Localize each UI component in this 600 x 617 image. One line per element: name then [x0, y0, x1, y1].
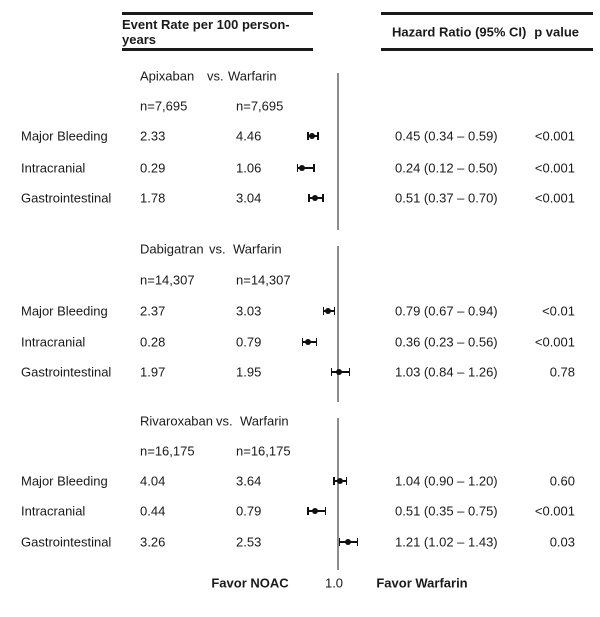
drug-sample-size: n=14,307	[140, 272, 195, 288]
outcome-row	[0, 125, 600, 147]
hr-ci-value: 1.04 (0.90 – 1.20)	[395, 473, 498, 489]
p-value-header: p value	[534, 24, 579, 39]
comparator-name: Warfarin	[240, 413, 289, 429]
hr-ci-value: 0.36 (0.23 – 0.56)	[395, 334, 498, 350]
drug-event-rate: 0.44	[140, 503, 166, 519]
outcome-row	[0, 300, 600, 322]
event-rate-header: Event Rate per 100 person-years	[122, 16, 290, 47]
event-rate-header-block	[122, 12, 313, 51]
drug-event-rate: 1.78	[140, 190, 166, 206]
p-value: <0.001	[534, 128, 575, 144]
comparator-sample-size: n=14,307	[236, 272, 291, 288]
outcome-row	[0, 531, 600, 553]
drug-event-rate: 0.28	[140, 334, 166, 350]
p-value: <0.001	[534, 503, 575, 519]
p-value: <0.01	[542, 303, 575, 319]
comparator-name: Warfarin	[233, 241, 282, 257]
outcome-label: Intracranial	[21, 160, 86, 176]
drug-sample-size: n=7,695	[140, 98, 188, 114]
hazard-ratio-header: Hazard Ratio (95% CI)	[392, 24, 527, 39]
hazard-ratio-header-block	[381, 12, 593, 51]
p-value: 0.03	[549, 534, 575, 550]
comparator-event-rate: 4.46	[236, 128, 262, 144]
drug-event-rate: 2.33	[140, 128, 166, 144]
drug-name: Apixaban	[140, 68, 195, 84]
drug-name: Dabigatran	[140, 241, 204, 257]
hr-ci-value: 1.21 (1.02 – 1.43)	[395, 534, 498, 550]
hr-ci-value: 0.45 (0.34 – 0.59)	[395, 128, 498, 144]
drug-header-row	[0, 410, 600, 432]
p-value: <0.001	[534, 160, 575, 176]
outcome-row	[0, 331, 600, 353]
outcome-label: Major Bleeding	[21, 303, 108, 319]
favor-warfarin-label: Favor Warfarin	[376, 575, 468, 591]
comparator-event-rate: 0.79	[236, 334, 262, 350]
comparator-event-rate: 3.03	[236, 303, 262, 319]
comparator-event-rate: 3.64	[236, 473, 262, 489]
hr-ci-value: 0.24 (0.12 – 0.50)	[395, 160, 498, 176]
outcome-label: Intracranial	[21, 334, 86, 350]
p-value: <0.001	[534, 190, 575, 206]
drug-event-rate: 3.26	[140, 534, 166, 550]
outcome-label: Major Bleeding	[21, 473, 108, 489]
outcome-row	[0, 500, 600, 522]
drug-name: Rivaroxaban	[140, 413, 213, 429]
sample-size-row	[0, 440, 600, 462]
drug-event-rate: 1.97	[140, 364, 166, 380]
hr-ci-value: 1.03 (0.84 – 1.26)	[395, 364, 498, 380]
p-value: <0.001	[534, 334, 575, 350]
outcome-row	[0, 157, 600, 179]
vs-label: vs.	[207, 68, 224, 84]
drug-event-rate: 4.04	[140, 473, 166, 489]
drug-header-row	[0, 65, 600, 87]
hr-ci-value: 0.51 (0.35 – 0.75)	[395, 503, 498, 519]
comparator-event-rate: 0.79	[236, 503, 262, 519]
outcome-label: Gastrointestinal	[21, 534, 112, 550]
hr-ci-value: 0.79 (0.67 – 0.94)	[395, 303, 498, 319]
comparator-name: Warfarin	[228, 68, 277, 84]
sample-size-row	[0, 95, 600, 117]
comparator-sample-size: n=7,695	[236, 98, 284, 114]
footer-row	[0, 572, 600, 594]
vs-label: vs.	[209, 241, 226, 257]
comparator-event-rate: 1.95	[236, 364, 262, 380]
comparator-event-rate: 3.04	[236, 190, 262, 206]
outcome-label: Gastrointestinal	[21, 190, 112, 206]
drug-event-rate: 0.29	[140, 160, 166, 176]
outcome-row	[0, 470, 600, 492]
p-value: 0.78	[549, 364, 575, 380]
drug-sample-size: n=16,175	[140, 443, 195, 459]
outcome-label: Major Bleeding	[21, 128, 108, 144]
comparator-sample-size: n=16,175	[236, 443, 291, 459]
outcome-label: Gastrointestinal	[21, 364, 112, 380]
sample-size-row	[0, 269, 600, 291]
outcome-row	[0, 361, 600, 383]
favor-noac-label: Favor NOAC	[211, 575, 289, 591]
comparator-event-rate: 2.53	[236, 534, 262, 550]
p-value: 0.60	[549, 473, 575, 489]
comparator-event-rate: 1.06	[236, 160, 262, 176]
drug-header-row	[0, 238, 600, 260]
outcome-label: Intracranial	[21, 503, 86, 519]
vs-label: vs.	[216, 413, 233, 429]
hr-ci-value: 0.51 (0.37 – 0.70)	[395, 190, 498, 206]
reference-value: 1.0	[324, 575, 344, 591]
drug-event-rate: 2.37	[140, 303, 166, 319]
outcome-row	[0, 187, 600, 209]
